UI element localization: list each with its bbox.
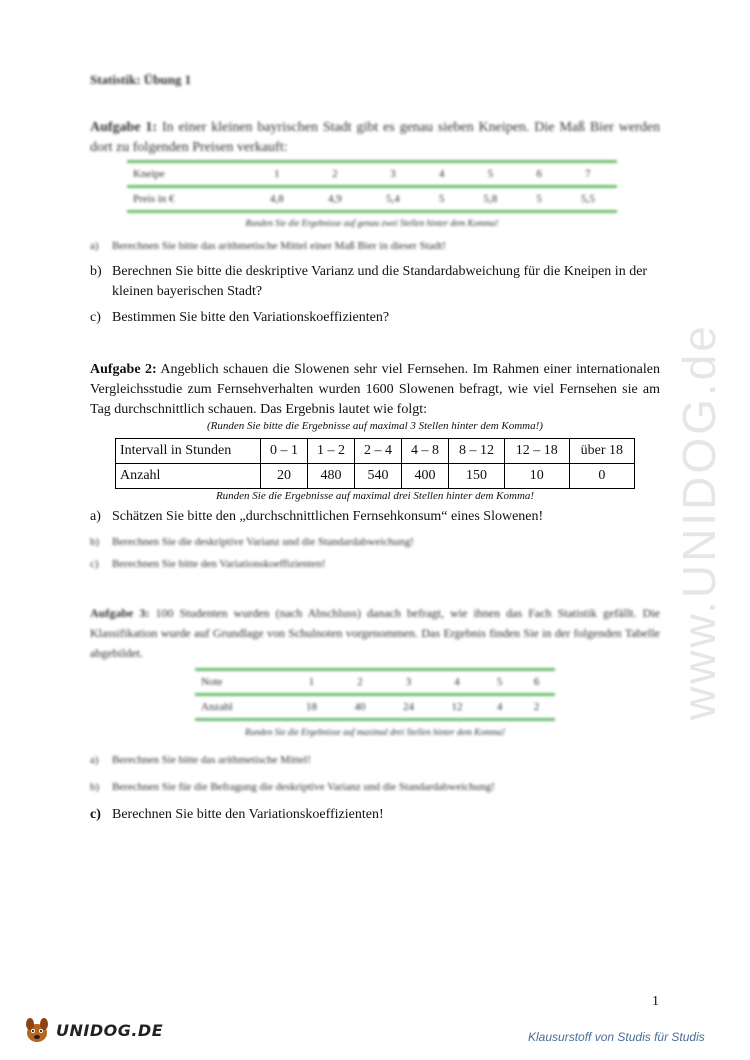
item-label: b) — [90, 264, 102, 279]
task3-intro — [90, 603, 660, 663]
table-header: 4 – 8 — [402, 439, 449, 464]
table-row — [195, 670, 555, 695]
task2-note-bottom: Runden Sie die Ergebnisse auf maximal drei Stellen hinter dem Komma! — [215, 490, 535, 502]
task2-intro — [90, 360, 660, 420]
task3-heading: Aufgabe 3: — [90, 606, 150, 620]
table-cell: 4,9 — [306, 187, 364, 212]
item-text: Berechnen Sie für die Befragung die deskriptive Varianz und die Standardabweichung! — [112, 781, 495, 793]
table-cell: 5,4 — [364, 187, 422, 212]
table-row-label: Preis in € — [127, 187, 248, 212]
table-cell: 20 — [261, 464, 308, 489]
task3-note: Runden Sie die Ergebnisse auf maximal drei Stellen hinter dem Komma! — [244, 727, 506, 737]
table-header-label: Intervall in Stunden — [116, 439, 261, 464]
list-item — [90, 750, 662, 770]
task2-note-top: (Runden Sie bitte die Ergebnisse auf maximal 3 Stellen hinter dem Komma!) — [207, 420, 543, 432]
table-row — [127, 187, 617, 212]
table-cell: 12 — [433, 695, 481, 720]
item-label: b) — [90, 781, 100, 793]
task1-text: In einer kleinen bayrischen Stadt gibt es genau sieben Kneipen. Die Maß Bier werden dort zu folgenden Preisen verkauft: — [90, 120, 660, 155]
table-header: 4 — [433, 670, 481, 695]
task1-heading: Aufgabe 1: — [90, 120, 158, 135]
table-header: 6 — [519, 162, 558, 187]
item-label: c) — [90, 310, 101, 325]
item-text: Berechnen Sie bitte den Variationskoeffizienten! — [112, 807, 384, 822]
table-cell: 2 — [518, 695, 555, 720]
item-label: a) — [90, 509, 101, 524]
table-cell: 5 — [519, 187, 558, 212]
logo-text: UNIDOG.DE — [56, 1020, 164, 1040]
table-cell: 18 — [287, 695, 335, 720]
table-header-label: Note — [195, 670, 287, 695]
table-header: 1 — [287, 670, 335, 695]
table-cell: 540 — [355, 464, 402, 489]
table-header: 4 — [422, 162, 461, 187]
task2-table — [115, 438, 635, 489]
task2-text: Angeblich schauen die Slowenen sehr viel Fernsehen. Im Rahmen einer internationalen Vergleichsstudie zum Fernsehverhalten wurden 1600 Slowenen befragt, wie viel Fernsehen sie am Tag durchschnittlich schauen. Das Ergebnis lautet wie folgt: — [90, 362, 660, 417]
unidog-logo — [22, 1015, 163, 1045]
list-item — [90, 308, 662, 328]
list-item — [90, 262, 662, 302]
table-header: 8 – 12 — [449, 439, 505, 464]
table-cell: 4 — [481, 695, 518, 720]
table-cell: 5,5 — [559, 187, 617, 212]
table-row-label: Anzahl — [116, 464, 261, 489]
table-row — [127, 162, 617, 187]
table-header: 2 — [336, 670, 384, 695]
item-label: c) — [90, 807, 101, 822]
table-header: 5 — [461, 162, 519, 187]
table-row — [116, 439, 635, 464]
task1-intro — [90, 118, 660, 158]
table-header: 5 — [481, 670, 518, 695]
table-cell: 5,8 — [461, 187, 519, 212]
table-header: über 18 — [569, 439, 634, 464]
list-item — [90, 777, 662, 797]
list-item — [90, 554, 662, 574]
table-cell: 400 — [402, 464, 449, 489]
item-label: c) — [90, 558, 99, 570]
list-item — [90, 507, 662, 527]
item-label: b) — [90, 536, 100, 548]
task3-table — [195, 668, 555, 721]
table-header: 1 — [248, 162, 306, 187]
list-item — [90, 532, 662, 552]
table-row — [116, 464, 635, 489]
item-text: Schätzen Sie bitte den „durchschnittlichen Fernsehkonsum“ eines Slowenen! — [112, 509, 544, 524]
list-item — [90, 805, 662, 825]
page-title: Statistik: Übung 1 — [90, 72, 192, 87]
item-text: Berechnen Sie bitte das arithmetische Mittel! — [112, 754, 311, 766]
table-cell: 480 — [308, 464, 355, 489]
table-cell: 5 — [422, 187, 461, 212]
item-text: Berechnen Sie bitte die deskriptive Varianz und die Standardabweichung für die Kneipen in der kleinen bayerischen Stadt? — [112, 264, 648, 299]
task3-text: 100 Studenten wurden (nach Abschluss) danach befragt, wie ihnen das Fach Statistik gefällt. Die Klassifikation wurde auf Grundlage von Schulnoten vorgenommen. Das Ergebnis finden Sie in der folgenden Tabelle abgebildet. — [90, 606, 660, 660]
item-label: a) — [90, 240, 99, 252]
list-item — [90, 236, 662, 256]
table-header-label: Kneipe — [127, 162, 248, 187]
table-header: 2 — [306, 162, 364, 187]
table-header: 3 — [364, 162, 422, 187]
watermark: www.UNIDOG.de — [673, 323, 725, 720]
table-cell: 0 — [569, 464, 634, 489]
item-text: Berechnen Sie die deskriptive Varianz und die Standardabweichung! — [112, 536, 414, 548]
task1-table — [127, 160, 617, 213]
table-header: 6 — [518, 670, 555, 695]
table-cell: 24 — [384, 695, 432, 720]
item-text: Berechnen Sie bitte das arithmetische Mittel einer Maß Bier in dieser Stadt! — [112, 240, 446, 252]
table-header: 12 – 18 — [504, 439, 569, 464]
table-header: 7 — [559, 162, 617, 187]
table-header: 2 – 4 — [355, 439, 402, 464]
table-row — [195, 695, 555, 720]
task2-heading: Aufgabe 2: — [90, 362, 157, 377]
table-cell: 10 — [504, 464, 569, 489]
table-row-label: Anzahl — [195, 695, 287, 720]
table-cell: 150 — [449, 464, 505, 489]
page-number: 1 — [652, 994, 659, 1009]
footer-tagline: Klausurstoff von Studis für Studis — [528, 1030, 705, 1044]
table-cell: 4,8 — [248, 187, 306, 212]
item-text: Bestimmen Sie bitte den Variationskoeffizienten? — [112, 310, 390, 325]
task1-note: Runden Sie die Ergebnisse auf genau zwei Stellen hinter dem Komma! — [245, 218, 499, 228]
table-header: 3 — [384, 670, 432, 695]
table-header: 0 – 1 — [261, 439, 308, 464]
table-header: 1 – 2 — [308, 439, 355, 464]
item-label: a) — [90, 754, 99, 766]
table-cell: 40 — [336, 695, 384, 720]
dog-icon — [22, 1015, 52, 1045]
item-text: Berechnen Sie bitte den Variationskoeffizienten! — [112, 558, 326, 570]
